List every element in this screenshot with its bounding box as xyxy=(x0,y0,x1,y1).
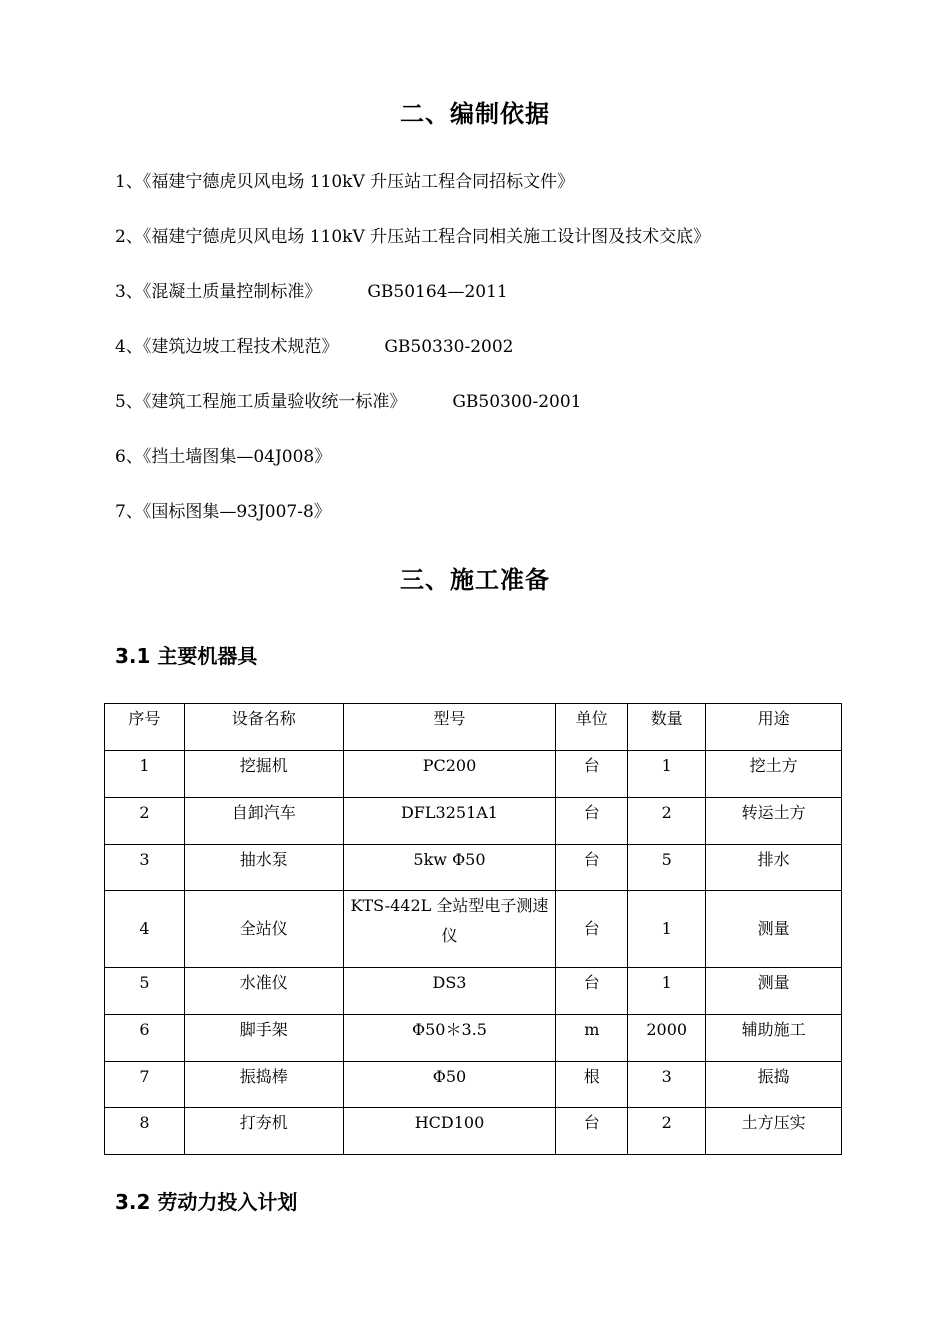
table-cell: 自卸汽车 xyxy=(184,798,343,845)
table-cell: 台 xyxy=(556,1108,628,1155)
table-cell: 测量 xyxy=(706,891,842,968)
reference-item: 6、《挡土墙图集—04J008》 xyxy=(115,447,332,467)
table-header-row xyxy=(105,704,842,751)
table-cell: 5 xyxy=(105,968,185,1015)
table-cell: 振捣 xyxy=(706,1062,842,1108)
header-cell: 设备名称 xyxy=(184,704,343,751)
table-cell: 转运土方 xyxy=(706,798,842,845)
table-cell: 2000 xyxy=(628,1015,706,1062)
table-cell: 5 xyxy=(628,845,706,891)
header-cell: 用途 xyxy=(706,704,842,751)
table-cell: 台 xyxy=(556,891,628,968)
standard-code: GB50164—2011 xyxy=(367,282,508,302)
table-cell: 2 xyxy=(628,798,706,845)
table-cell: 台 xyxy=(556,751,628,798)
table-cell: 1 xyxy=(628,891,706,968)
table-cell: Φ50 xyxy=(343,1062,556,1108)
table-cell: 1 xyxy=(105,751,185,798)
table-cell: 5kw Φ50 xyxy=(343,845,556,891)
table-row xyxy=(105,1062,842,1108)
table-row xyxy=(105,968,842,1015)
section-title-preparation: 三、施工准备 xyxy=(400,566,550,594)
table-cell: 测量 xyxy=(706,968,842,1015)
table-cell: 水准仪 xyxy=(184,968,343,1015)
reference-item: 1、《福建宁德虎贝风电场 110kV 升压站工程合同招标文件》 xyxy=(115,172,575,192)
reference-item: 4、《建筑边坡工程技术规范》 GB50330-2002 xyxy=(115,337,514,357)
table-cell: DFL3251A1 xyxy=(343,798,556,845)
reference-item: 7、《国标图集—93J007-8》 xyxy=(115,502,331,522)
table-cell: 2 xyxy=(628,1108,706,1155)
header-cell: 单位 xyxy=(556,704,628,751)
table-cell: 台 xyxy=(556,798,628,845)
table-row xyxy=(105,1108,842,1155)
table-cell: 6 xyxy=(105,1015,185,1062)
header-cell: 序号 xyxy=(105,704,185,751)
table-row xyxy=(105,891,842,968)
reference-item: 3、《混凝土质量控制标准》 GB50164—2011 xyxy=(115,282,508,302)
standard-code: GB50330-2002 xyxy=(384,337,514,357)
table-cell: 打夯机 xyxy=(184,1108,343,1155)
table-cell: 土方压实 xyxy=(706,1108,842,1155)
table-row xyxy=(105,1015,842,1062)
table-cell: 挖掘机 xyxy=(184,751,343,798)
table-row xyxy=(105,798,842,845)
table-cell: 抽水泵 xyxy=(184,845,343,891)
table-cell: 挖土方 xyxy=(706,751,842,798)
table-cell: 全站仪 xyxy=(184,891,343,968)
table-cell: 2 xyxy=(105,798,185,845)
table-cell: Φ50＊3.5 xyxy=(343,1015,556,1062)
table-cell: 3 xyxy=(105,845,185,891)
subsection-title-labor: 3.2 劳动力投入计划 xyxy=(115,1190,298,1214)
table-cell: DS3 xyxy=(343,968,556,1015)
equipment-table xyxy=(104,703,842,1155)
table-cell: 台 xyxy=(556,968,628,1015)
standard-code: GB50300-2001 xyxy=(452,392,582,412)
table-cell: 排水 xyxy=(706,845,842,891)
table-cell: HCD100 xyxy=(343,1108,556,1155)
section-title-basis: 二、编制依据 xyxy=(400,100,550,128)
table-row xyxy=(105,751,842,798)
table-row xyxy=(105,845,842,891)
table-cell: 3 xyxy=(628,1062,706,1108)
table-cell: 台 xyxy=(556,845,628,891)
table-cell: 1 xyxy=(628,968,706,1015)
table-cell: 7 xyxy=(105,1062,185,1108)
reference-item: 2、《福建宁德虎贝风电场 110kV 升压站工程合同相关施工设计图及技术交底》 xyxy=(115,227,711,247)
table-cell: 根 xyxy=(556,1062,628,1108)
table-cell: 4 xyxy=(105,891,185,968)
table-cell: m xyxy=(556,1015,628,1062)
table-cell: KTS-442L 全站型电子测速仪 xyxy=(343,891,556,968)
header-cell: 数量 xyxy=(628,704,706,751)
table-cell: 辅助施工 xyxy=(706,1015,842,1062)
table-cell: 振捣棒 xyxy=(184,1062,343,1108)
table-cell: 8 xyxy=(105,1108,185,1155)
reference-item: 5、《建筑工程施工质量验收统一标准》 GB50300-2001 xyxy=(115,392,582,412)
subsection-title-equipment: 3.1 主要机器具 xyxy=(115,644,258,668)
table-cell: 1 xyxy=(628,751,706,798)
header-cell: 型号 xyxy=(343,704,556,751)
table-cell: 脚手架 xyxy=(184,1015,343,1062)
table-cell: PC200 xyxy=(343,751,556,798)
